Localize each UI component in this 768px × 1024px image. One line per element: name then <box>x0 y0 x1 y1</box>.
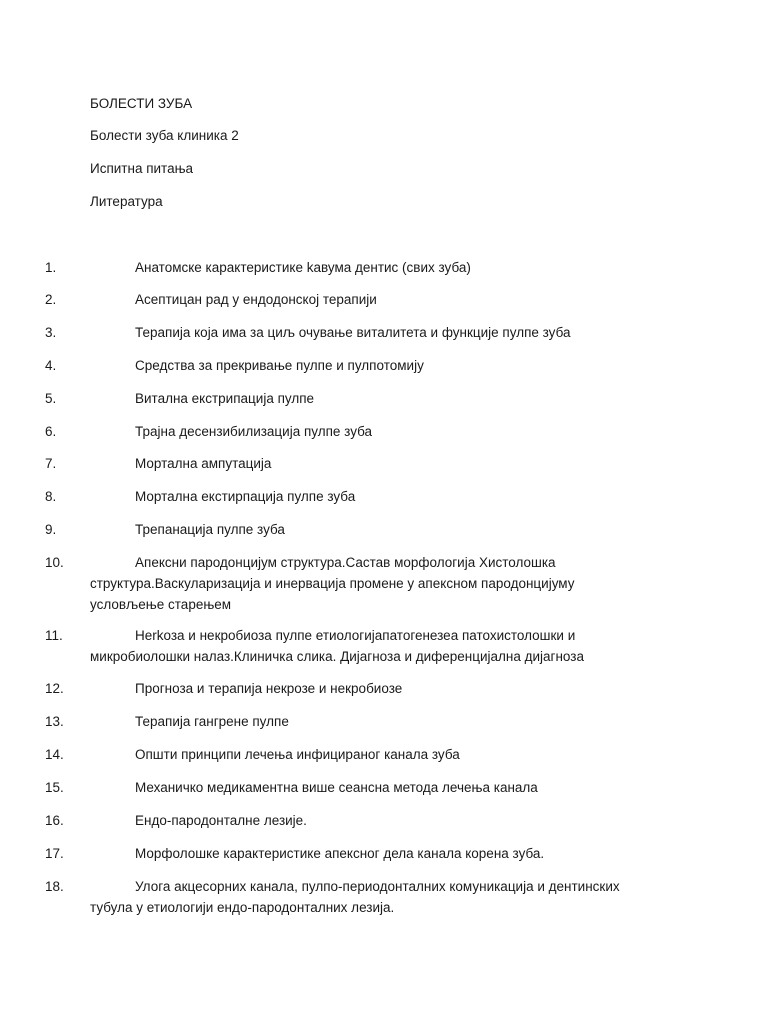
question-number: 13. <box>45 714 64 729</box>
question-item <box>45 421 650 442</box>
question-text: Терапија која има за циљ очување виталитета и функције пулпе зуба <box>135 325 571 340</box>
question-number: 18. <box>45 879 64 894</box>
literature-heading: Литература <box>90 194 163 209</box>
question-number: 1. <box>45 260 57 275</box>
question-number: 8. <box>45 489 57 504</box>
question-item <box>45 711 650 732</box>
question-text: Витална екстрипација пулпе <box>135 391 315 406</box>
question-number: 9. <box>45 522 57 537</box>
question-number: 7. <box>45 456 57 471</box>
question-item <box>45 519 650 540</box>
question-number: 12. <box>45 681 64 696</box>
question-number: 16. <box>45 813 64 828</box>
question-number: 17. <box>45 846 64 861</box>
question-text: Мортална екстирпација пулпе зуба <box>135 489 356 504</box>
question-item <box>45 678 650 699</box>
question-text: Морфолошке карактеристике апексног дела канала корена зуба. <box>135 846 545 861</box>
question-item <box>45 289 650 310</box>
question-item <box>45 322 650 343</box>
question-text: Анатомске карактеристике kавума дентис (свих зуба) <box>135 260 471 275</box>
question-text: Трајна десензибилизација пулпе зуба <box>135 424 373 439</box>
question-text: Улога акцесорних канала, пулпо-периодонталних комуникација и дентинских тубула у етиологији ендо-пародонталних лезија. <box>90 879 620 915</box>
question-text: Асептицан рад у ендодонској терапији <box>135 292 377 307</box>
question-text: Механичко медикаментна више сеансна метода лечења канала <box>135 780 538 795</box>
document-subtitle: Болести зуба клиника 2 <box>90 128 239 143</box>
question-number: 6. <box>45 424 57 439</box>
document-title: БОЛЕСТИ ЗУБА <box>90 96 193 111</box>
question-number: 10. <box>45 555 64 570</box>
question-item <box>45 777 650 798</box>
question-item <box>45 744 650 765</box>
question-text: Мортална ампутација <box>135 456 272 471</box>
question-item <box>45 625 650 667</box>
question-item <box>45 810 650 831</box>
question-number: 14. <box>45 747 64 762</box>
question-item <box>45 876 650 918</box>
question-text: Апексни пародонцијум структура.Састав морфологија Хистолошка структура.Васкуларизација и инервација промене у апексном пародонцијуму условљење старењем <box>90 555 575 612</box>
question-item <box>45 453 650 474</box>
section-heading: Испитна питања <box>90 161 194 176</box>
question-text: Ендо-пародонталне лезије. <box>135 813 307 828</box>
question-item <box>45 257 650 278</box>
question-item <box>45 552 650 615</box>
question-text: Средства за прекривање пулпе и пулпотомију <box>135 358 424 373</box>
question-item <box>45 355 650 376</box>
question-text: Нerkоза и некробиоза пулпе етиологијапатогенезеа патохистолошки и микробиолошки налаз.Клиничка слика. Дијагноза и диференцијална дијагноза <box>90 628 584 664</box>
question-number: 15. <box>45 780 64 795</box>
question-number: 2. <box>45 292 57 307</box>
question-text: Трепанација пулпе зуба <box>135 522 285 537</box>
question-number: 11. <box>45 628 63 643</box>
question-number: 4. <box>45 358 57 373</box>
question-text: Општи принципи лечења инфицираног канала зуба <box>135 747 460 762</box>
question-number: 3. <box>45 325 57 340</box>
question-number: 5. <box>45 391 57 406</box>
question-text: Терапија гангрене пулпе <box>135 714 289 729</box>
question-item <box>45 843 650 864</box>
question-item <box>45 486 650 507</box>
question-item <box>45 388 650 409</box>
question-text: Прогноза и терапија некрозе и некробиозе <box>135 681 403 696</box>
